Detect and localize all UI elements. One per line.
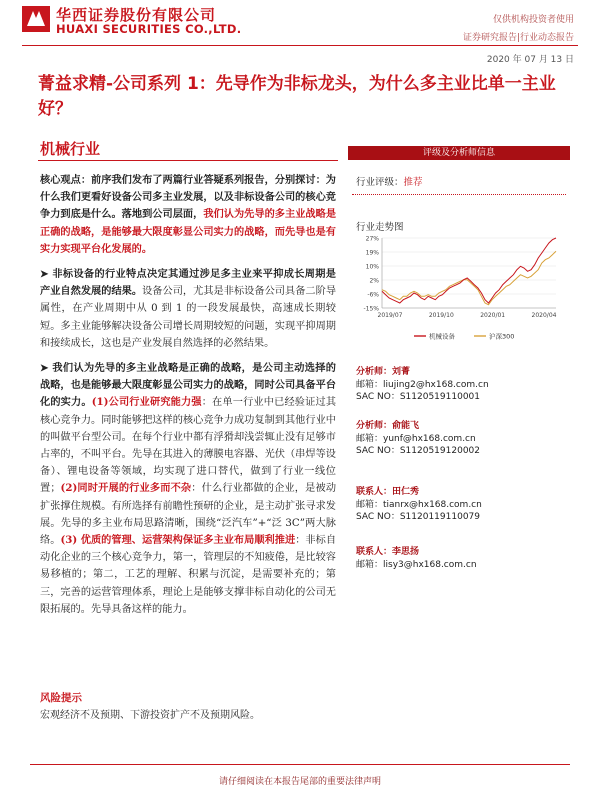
- y-tick-label: 10%: [365, 263, 379, 271]
- industry-trend-chart: [356, 232, 566, 350]
- point-2-sub3: (3) 优质的管理、运营架构保证多主业布局顺利推进: [60, 534, 296, 547]
- risk-title: 风险提示: [40, 692, 82, 704]
- industry-divider: [38, 160, 338, 161]
- point-1-paragraph: [40, 266, 336, 352]
- series-line: [382, 251, 556, 304]
- point-2-text1: ：在单一行业中已经验证过其核心竞争力。同时能够把这样的核心竞争力成功复制到其他行业中的叫做平台型公司。在每个行业中都有浮猾却浅尝辄止没有足够市占率的，不叫平台。先导在其进入的薄膜电容器、光伏（串焊等设备）、锂电设备等领域，均实现了进口替代，做到了行业一线位置；: [40, 397, 337, 495]
- panel-header: 评级及分析师信息: [348, 146, 570, 160]
- analyst-email: 邮箱：yunf@hx168.com.cn: [356, 433, 476, 444]
- audience-note: 仅供机构投资者使用: [492, 15, 574, 25]
- rating-divider: [352, 194, 566, 195]
- report-type: 证券研究报告|行业动态报告: [462, 33, 574, 43]
- rating-panel: [348, 146, 570, 233]
- analyst-role: 联系人：: [356, 547, 393, 557]
- legend-label: 机械设备: [429, 332, 455, 341]
- company-name-en: HUAXI SECURITIES CO.,LTD.: [56, 22, 242, 36]
- analyst-sac: SAC NO：S1120119110079: [356, 512, 480, 522]
- trend-chart-title: 行业走势图: [356, 222, 404, 233]
- core-view-paragraph: [40, 172, 336, 258]
- report-body: [40, 172, 336, 626]
- series-line: [382, 238, 556, 303]
- analyst-name: 刘菁: [392, 367, 411, 377]
- analyst-sac: SAC NO：S1120519120002: [356, 446, 480, 456]
- company-name-cn: 华西证券股份有限公司: [56, 6, 217, 24]
- analyst-email: 邮箱：liujing2@hx168.com.cn: [356, 379, 489, 390]
- analyst-name: 田仁秀: [392, 487, 420, 497]
- core-view-highlight: 我们认为先导的多主业战略是正确的战略，是能够最大限度彰显公司实力的战略，而先导也是有实力实现平台化发展的。: [40, 208, 337, 255]
- report-title: 菁益求精-公司系列 1：先导作为非标龙头，为什么多主业比单一主业好？: [38, 74, 556, 119]
- rating-label: 行业评级：: [356, 177, 404, 188]
- rating-value: 推荐: [403, 177, 423, 188]
- point-1-text: 设备公司，尤其是非标设备公司具备二阶导属性，在产业周期中从 0 到 1 的一段发展最快，高速成长期较短。多主业能够解决设备公司增长周期较短的问题，实现平抑周期和接续成长，这也是产业发展自然选择的必然结果。: [40, 286, 337, 349]
- analyst-name: 俞能飞: [392, 421, 420, 431]
- point-2-paragraph: [40, 360, 336, 618]
- analyst-block-3: [356, 486, 482, 524]
- analyst-block-1: [356, 366, 489, 404]
- analyst-sac: SAC NO：S1120519110001: [356, 392, 480, 402]
- point-2-text2: ：什么行业都做的企业，是被动扩张撑住规模。有所选择有前瞻性预研的企业，是主动扩张寻求发展。先导的多主业布局思路清晰，围绕“泛汽车”+“泛 3C”两大脉络。: [40, 483, 337, 547]
- y-tick-label: 19%: [365, 249, 379, 257]
- risk-text: 宏观经济不及预期、下游投资扩产不及预期风险。: [40, 710, 260, 721]
- point-2-text3: ：非标自动化企业的三个核心竞争力，第一，管理层的不知疲倦，是比较容易移植的；第二，工艺的理解、积累与沉淀，是需要补充的；第三，完善的运营管理体系，理论上是能够支撑非标自动化的公司无限拓展的。先导具备这样的能力。: [40, 535, 337, 615]
- y-tick-label: 2%: [369, 277, 379, 285]
- analyst-email: 邮箱：tianrx@hx168.com.cn: [356, 499, 482, 510]
- analyst-name: 李思扬: [392, 547, 420, 557]
- analyst-block-4: [356, 546, 477, 571]
- report-date: 2020 年 07 月 13 日: [486, 55, 574, 65]
- legal-notice: 请仔细阅读在本报告尾部的重要法律声明: [218, 777, 381, 787]
- analyst-role: 分析师：: [356, 367, 393, 377]
- point-2-sub1: (1)公司行业研究能力强: [91, 396, 202, 409]
- analyst-role: 联系人：: [356, 487, 393, 497]
- x-tick-label: 2020/04: [531, 312, 557, 319]
- industry-label: 机械行业: [40, 140, 101, 158]
- x-tick-label: 2019/07: [377, 312, 403, 319]
- analyst-block-2: [356, 420, 480, 458]
- core-view-text: 核心观点：前序我们发布了两篇行业答疑系列报告，分别探讨：为什么我们更看好设备公司多主业发展，以及非标设备公司的核心竞争力到底是什么。落地到公司层面，: [40, 174, 336, 221]
- footer-divider: [30, 764, 570, 765]
- y-tick-label: -15%: [363, 305, 379, 313]
- analyst-role: 分析师：: [356, 421, 393, 431]
- header-divider: [22, 45, 578, 46]
- y-tick-label: 27%: [365, 235, 379, 243]
- industry-rating: [348, 174, 570, 188]
- point-2-sub2: (2)同时开展的行业多而不杂: [60, 482, 192, 495]
- point-1-heading: ➤ 非标设备的行业特点决定其通过涉足多主业来平抑成长周期是产业自然发展的结果。: [40, 268, 336, 298]
- x-tick-label: 2019/10: [428, 312, 454, 319]
- point-2-heading: ➤ 我们认为先导的多主业战略是正确的战略，是公司主动选择的战略，也是能够最大限度彰显公司实力的战略，同时公司具备平台化的实力。: [40, 362, 336, 409]
- huaxi-logo-icon: [22, 6, 50, 32]
- legend-label: 沪深300: [489, 332, 515, 341]
- x-tick-label: 2020/01: [480, 312, 506, 319]
- y-tick-label: -6%: [367, 291, 379, 299]
- analyst-email: 邮箱：lisy3@hx168.com.cn: [356, 559, 477, 570]
